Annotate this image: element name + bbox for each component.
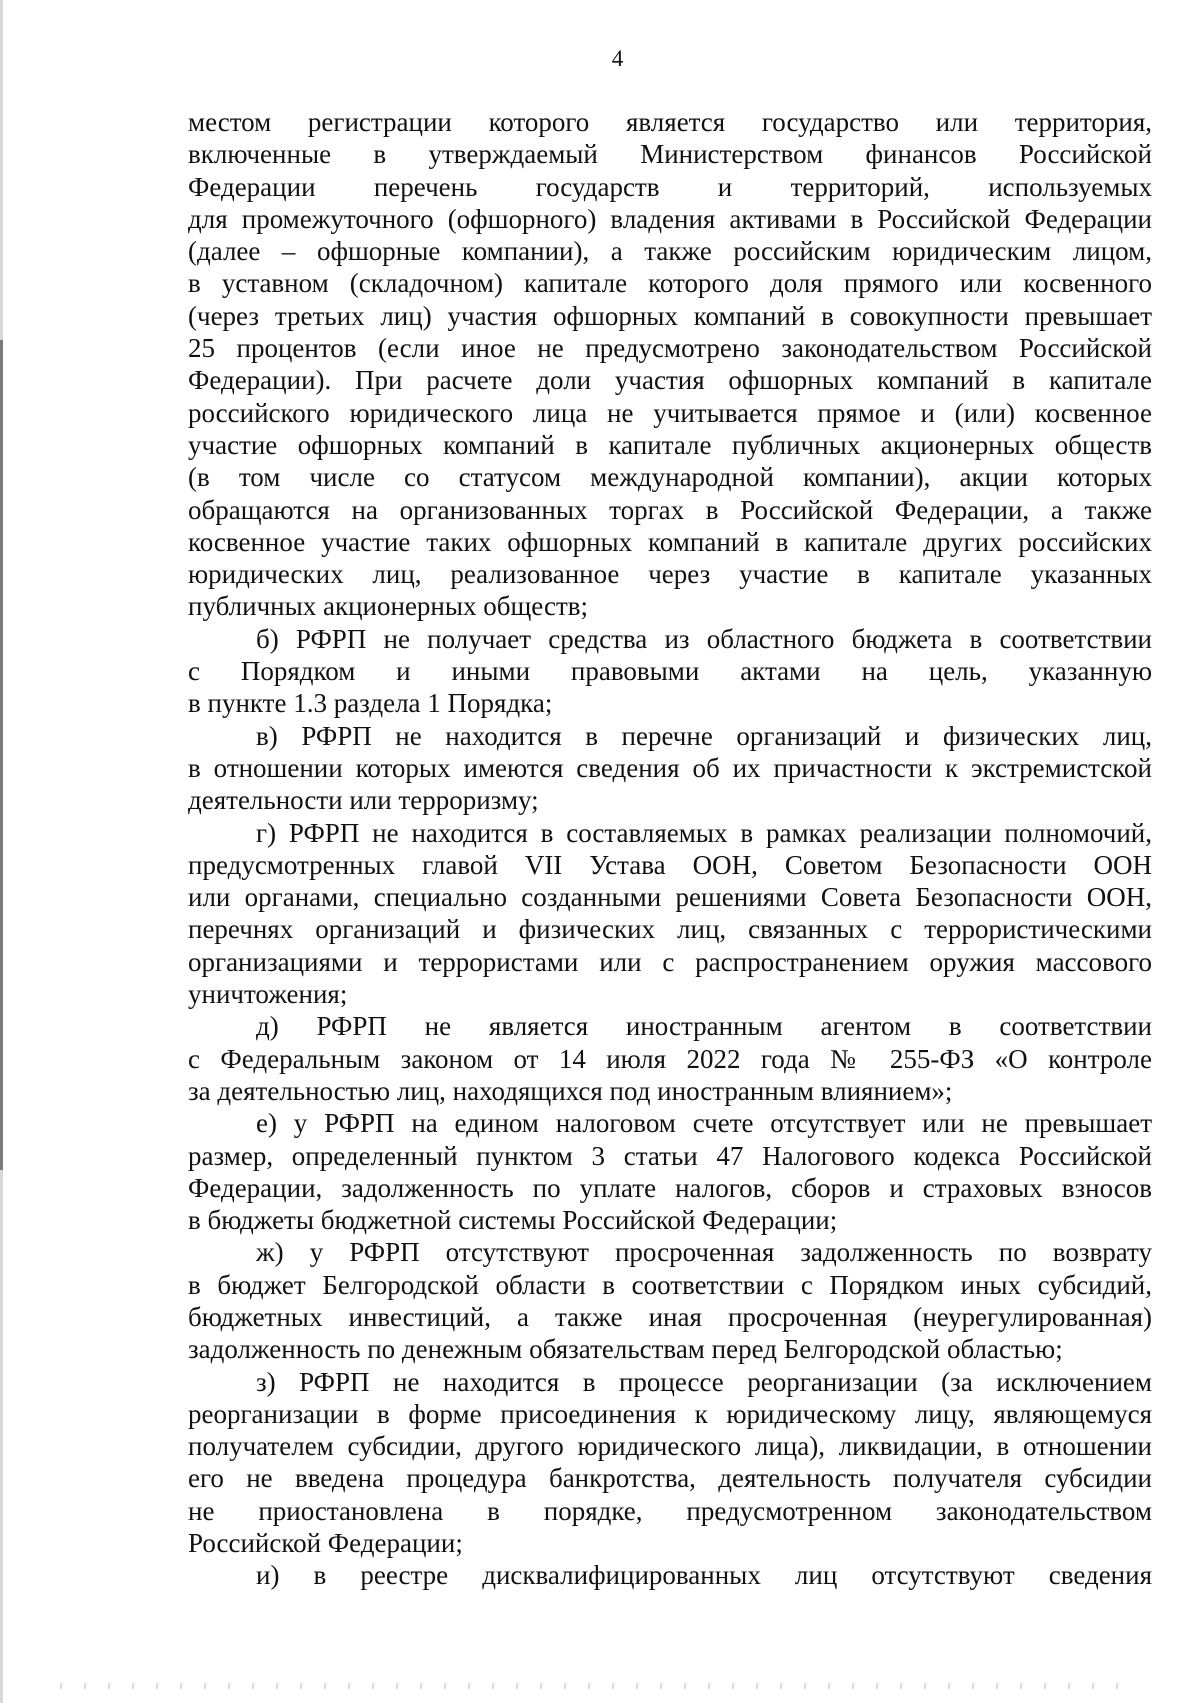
text-line: или органами, специально созданными решениями Совета Безопасности ООН,	[188, 882, 1152, 913]
text-line: в) РФРП не находится в перечне организаций и физических лиц,	[256, 720, 1152, 751]
text-line: и) в реестре дисквалифицированных лиц отсутствуют сведения	[256, 1560, 1152, 1591]
text-line: в уставном (складочном) капитале которого доля прямого или косвенного	[188, 268, 1152, 299]
text-line: Федерации, задолженность по уплате налогов, сборов и страховых взносов	[188, 1172, 1152, 1203]
text-line: косвенное участие таких офшорных компаний в капитале других российских	[188, 526, 1152, 557]
text-line: з) РФРП не находится в процессе реорганизации (за исключением	[256, 1366, 1152, 1397]
text-line: в бюджет Белгородской области в соответствии с Порядком иных субсидий,	[188, 1269, 1152, 1300]
text-line: реорганизации в форме присоединения к юридическому лицу, являющемуся	[188, 1398, 1152, 1429]
document-body	[188, 106, 1152, 1592]
text-line: получателем субсидии, другого юридического лица), ликвидации, в отношении	[188, 1431, 1152, 1462]
text-line: задолженность по денежным обязательствам перед Белгородской областью;	[188, 1334, 1063, 1365]
text-line: размер, определенный пунктом 3 статьи 47 Налогового кодекса Российской	[188, 1140, 1152, 1171]
paragraph-item-zh	[188, 1236, 1152, 1365]
text-line: за деятельностью лиц, находящихся под иностранным влиянием»;	[188, 1075, 953, 1106]
text-line: (далее – офшорные компании), а также российским юридическим лицом,	[188, 236, 1152, 267]
page-number: 4	[611, 46, 624, 71]
text-line: Федерации). При расчете доли участия офшорных компаний в капитале	[188, 365, 1152, 396]
text-line: в бюджеты бюджетной системы Российской Федерации;	[188, 1205, 838, 1236]
text-line: Российской Федерации;	[188, 1528, 463, 1559]
text-line: его не введена процедура банкротства, деятельность получателя субсидии	[188, 1463, 1152, 1494]
text-line: обращаются на организованных торгах в Российской Федерации, а также	[188, 494, 1152, 525]
text-line: организациями и террористами или с распространением оружия массового	[188, 946, 1152, 977]
text-line: местом регистрации которого является государство или территория,	[188, 107, 1152, 137]
paragraph-offshore-continuation	[188, 106, 1152, 623]
text-line: юридических лиц, реализованное через участие в капитале указанных	[188, 559, 1152, 590]
text-line: публичных акционерных обществ;	[188, 591, 588, 622]
text-line: г) РФРП не находится в составляемых в рамках реализации полномочий,	[256, 817, 1152, 848]
paragraph-item-b	[188, 623, 1152, 720]
text-line: д) РФРП не является иностранным агентом в соответствии	[256, 1011, 1152, 1042]
paragraph-item-d	[188, 1010, 1152, 1107]
scan-binding-shadow	[0, 340, 3, 1170]
text-line: в пункте 1.3 раздела 1 Порядка;	[188, 688, 553, 719]
text-line: с Федеральным законом от 14 июля 2022 года № 255-ФЗ «О контроле	[188, 1043, 1152, 1074]
text-line: не приостановлена в порядке, предусмотренном законодательством	[188, 1495, 1152, 1526]
text-line: (в том числе со статусом международной компании), акции которых	[188, 462, 1152, 493]
text-line: в отношении которых имеются сведения об их причастности к экстремистской	[188, 752, 1152, 783]
text-line: е) у РФРП на едином налоговом счете отсутствует или не превышает	[256, 1108, 1152, 1139]
text-line: перечнях организаций и физических лиц, связанных с террористическими	[188, 914, 1152, 945]
text-line: б) РФРП не получает средства из областного бюджета в соответствии	[256, 623, 1152, 654]
text-line: предусмотренных главой VII Устава ООН, Советом Безопасности ООН	[188, 849, 1152, 880]
text-line: (через третьих лиц) участия офшорных компаний в совокупности превышает	[188, 300, 1152, 331]
paragraph-item-g	[188, 817, 1152, 1011]
text-line: деятельности или терроризму;	[188, 785, 539, 816]
text-line: бюджетных инвестиций, а также иная просроченная (неурегулированная)	[188, 1301, 1152, 1332]
text-line: 25 процентов (если иное не предусмотрено законодательством Российской	[188, 333, 1152, 364]
text-line: ж) у РФРП отсутствуют просроченная задолженность по возврату	[256, 1237, 1152, 1268]
text-line: российского юридического лица не учитывается прямое и (или) косвенное	[188, 397, 1152, 428]
text-line: Федерации перечень государств и территорий, используемых	[188, 171, 1152, 202]
paragraph-item-z	[188, 1366, 1152, 1560]
paragraph-item-i	[188, 1559, 1152, 1591]
text-line: для промежуточного (офшорного) владения активами в Российской Федерации	[188, 203, 1152, 234]
paragraph-item-e	[188, 1107, 1152, 1236]
text-line: участие офшорных компаний в капитале публичных акционерных обществ	[188, 429, 1152, 460]
text-line: уничтожения;	[188, 979, 348, 1010]
text-line: с Порядком и иными правовыми актами на цель, указанную	[188, 656, 1152, 687]
scan-noise	[60, 1683, 1140, 1689]
paragraph-item-v	[188, 720, 1152, 817]
text-line: включенные в утверждаемый Министерством финансов Российской	[188, 139, 1152, 170]
